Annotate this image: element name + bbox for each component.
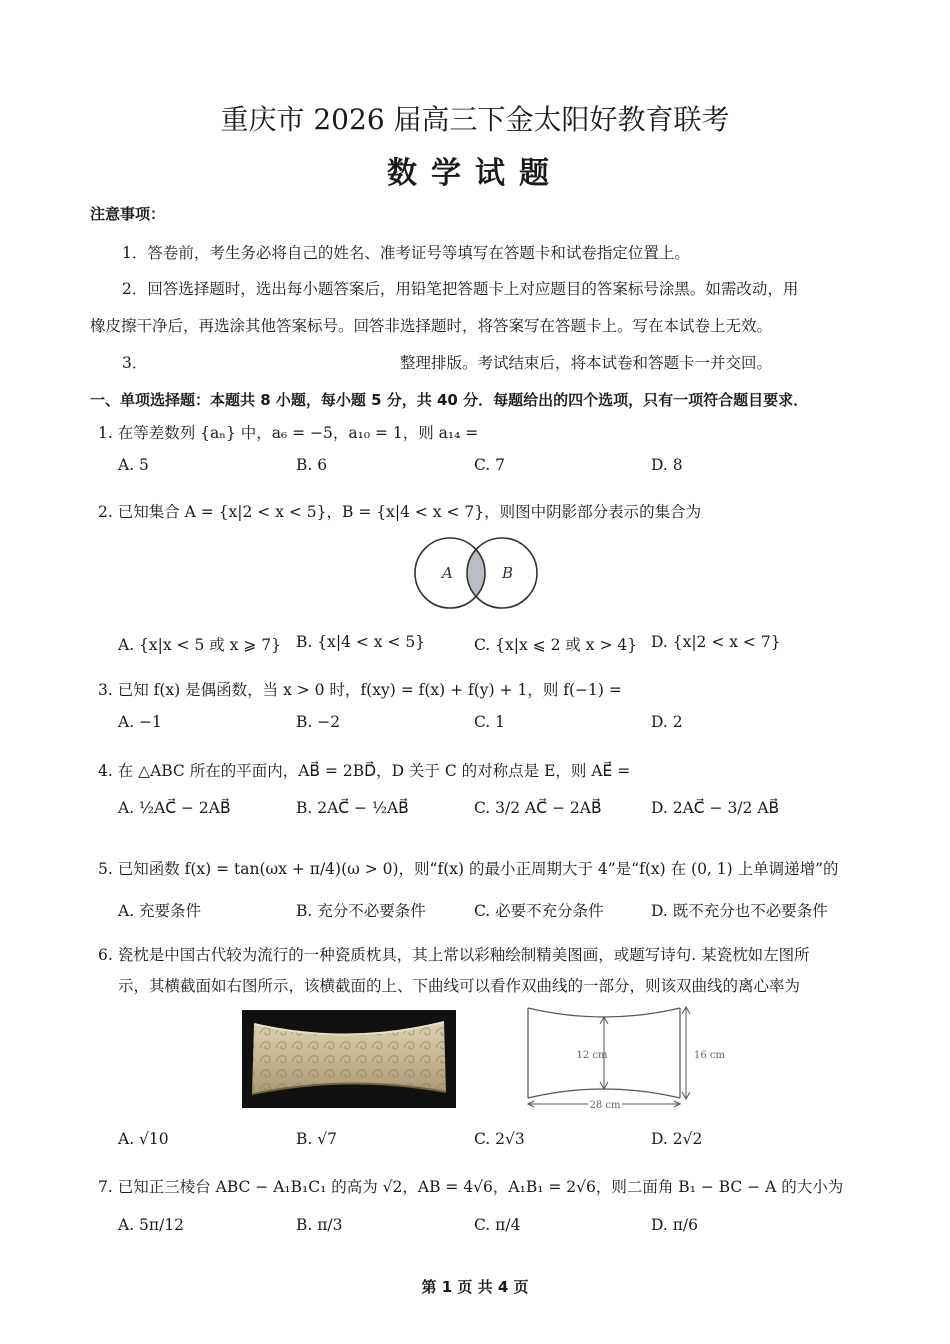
question-1-option-c: C. 7 — [474, 456, 506, 474]
question-7-option-d: D. π/6 — [651, 1216, 698, 1234]
question-4-option-b: B. 2AC⃗ − ½AB⃗ — [296, 799, 409, 817]
question-2-option-d: D. {x|2 < x < 7} — [651, 633, 781, 651]
question-6-option-a: A. √10 — [118, 1130, 169, 1148]
notice-heading: 注意事项： — [90, 205, 166, 223]
question-2-stem: 2. 已知集合 A = {x|2 < x < 5}，B = {x|4 < x < 7}，则图中阴影部分表示的集合为 — [98, 503, 702, 521]
question-4-option-c: C. 3/2 AC⃗ − 2AB⃗ — [474, 799, 602, 817]
page-number-footer: 第 1 页 共 4 页 — [421, 1278, 529, 1296]
question-4-option-a: A. ½AC⃗ − 2AB⃗ — [118, 799, 231, 817]
upper-hyperbola-curve — [528, 1008, 680, 1017]
notice-item-3-text: 整理排版。考试结束后，将本试卷和答题卡一并交回。 — [400, 354, 773, 372]
page-title: 重庆市 2026 届高三下金太阳好教育联考 — [220, 103, 730, 136]
section-heading: 一、单项选择题：本题共 8 小题，每小题 5 分，共 40 分．每题给出的四个选项，只有一项符合题目要求． — [90, 391, 809, 409]
question-3-stem: 3. 已知 f(x) 是偶函数，当 x > 0 时，f(xy) = f(x) + f(y) + 1，则 f(−1) = — [98, 681, 622, 699]
question-5-stem: 5. 已知函数 f(x) = tan(ωx + π/4)(ω > 0)，则“f(x) 的最小正周期大于 4”是“f(x) 在 (0, 1) 上单调递增”的 — [98, 860, 839, 878]
question-7-option-b: B. π/3 — [296, 1216, 343, 1234]
question-3-option-b: B. −2 — [296, 713, 341, 731]
question-5-option-d: D. 既不充分也不必要条件 — [651, 902, 828, 920]
question-6-stem-line-1: 6. 瓷枕是中国古代较为流行的一种瓷质枕具，其上常以彩釉绘制精美图画，或题写诗句. 某瓷枕如左图所 — [98, 946, 810, 964]
question-2-option-a: A. {x|x < 5 或 x ⩾ 7} — [118, 636, 281, 654]
notice-item-1: 1．答卷前，考生务必将自己的姓名、准考证号等填写在答题卡和试卷指定位置上。 — [122, 244, 690, 262]
question-6-stem-line-2: 示，其横截面如右图所示，该横截面的上、下曲线可以看作双曲线的一部分，则该双曲线的离心率为 — [118, 977, 801, 995]
notice-item-3-number: 3． — [122, 354, 148, 372]
question-6-option-c: C. 2√3 — [474, 1130, 525, 1148]
question-5-option-c: C. 必要不充分条件 — [474, 902, 604, 920]
question-3-option-d: D. 2 — [651, 713, 683, 731]
question-1-option-d: D. 8 — [651, 456, 683, 474]
question-4-option-d: D. 2AC⃗ − 3/2 AB⃗ — [651, 799, 780, 817]
inner-height-label: 12 cm — [576, 1050, 608, 1061]
venn-diagram — [410, 532, 542, 614]
question-7-stem: 7. 已知正三棱台 ABC − A₁B₁C₁ 的高为 √2，AB = 4√6，A₁B₁ = 2√6，则二面角 B₁ − BC − A 的大小为 — [98, 1178, 844, 1196]
question-3-option-a: A. −1 — [118, 713, 162, 731]
cross-section-figure — [520, 1004, 725, 1112]
notice-item-2-line-1: 2．回答选择题时，选出每小题答案后，用铅笔把答题卡上对应题目的答案标号涂黑。如需改动，用 — [122, 280, 799, 298]
question-2-option-c: C. {x|x ⩽ 2 或 x > 4} — [474, 636, 638, 654]
question-4-stem: 4. 在 △ABC 所在的平面内，AB⃗ = 2BD⃗，D 关于 C 的对称点是 E，则 AE⃗ = — [98, 762, 631, 780]
notice-item-2-line-2: 橡皮擦干净后，再选涂其他答案标号。回答非选择题时，将答案写在答题卡上。写在本试卷上无效。 — [90, 317, 773, 335]
question-5-option-b: B. 充分不必要条件 — [296, 902, 426, 920]
question-6-option-d: D. 2√2 — [651, 1130, 703, 1148]
question-1-option-b: B. 6 — [296, 456, 328, 474]
question-7-option-a: A. 5π/12 — [118, 1216, 185, 1234]
question-1-option-a: A. 5 — [118, 456, 149, 474]
porcelain-pillow-photo — [242, 1010, 456, 1108]
lower-hyperbola-curve — [528, 1089, 680, 1098]
question-5-option-a: A. 充要条件 — [118, 902, 202, 920]
outer-height-label: 16 cm — [694, 1050, 725, 1061]
venn-label-b: B — [502, 564, 514, 582]
question-3-option-c: C. 1 — [474, 713, 506, 731]
venn-label-a: A — [442, 564, 453, 582]
width-label: 28 cm — [589, 1100, 621, 1111]
page-subtitle: 数学试题 — [387, 156, 563, 191]
question-6-option-b: B. √7 — [296, 1130, 337, 1148]
question-1-stem: 1. 在等差数列 {aₙ} 中，a₆ = −5，a₁₀ = 1，则 a₁₄ = — [98, 424, 479, 442]
question-7-option-c: C. π/4 — [474, 1216, 521, 1234]
question-2-option-b: B. {x|4 < x < 5} — [296, 633, 426, 651]
